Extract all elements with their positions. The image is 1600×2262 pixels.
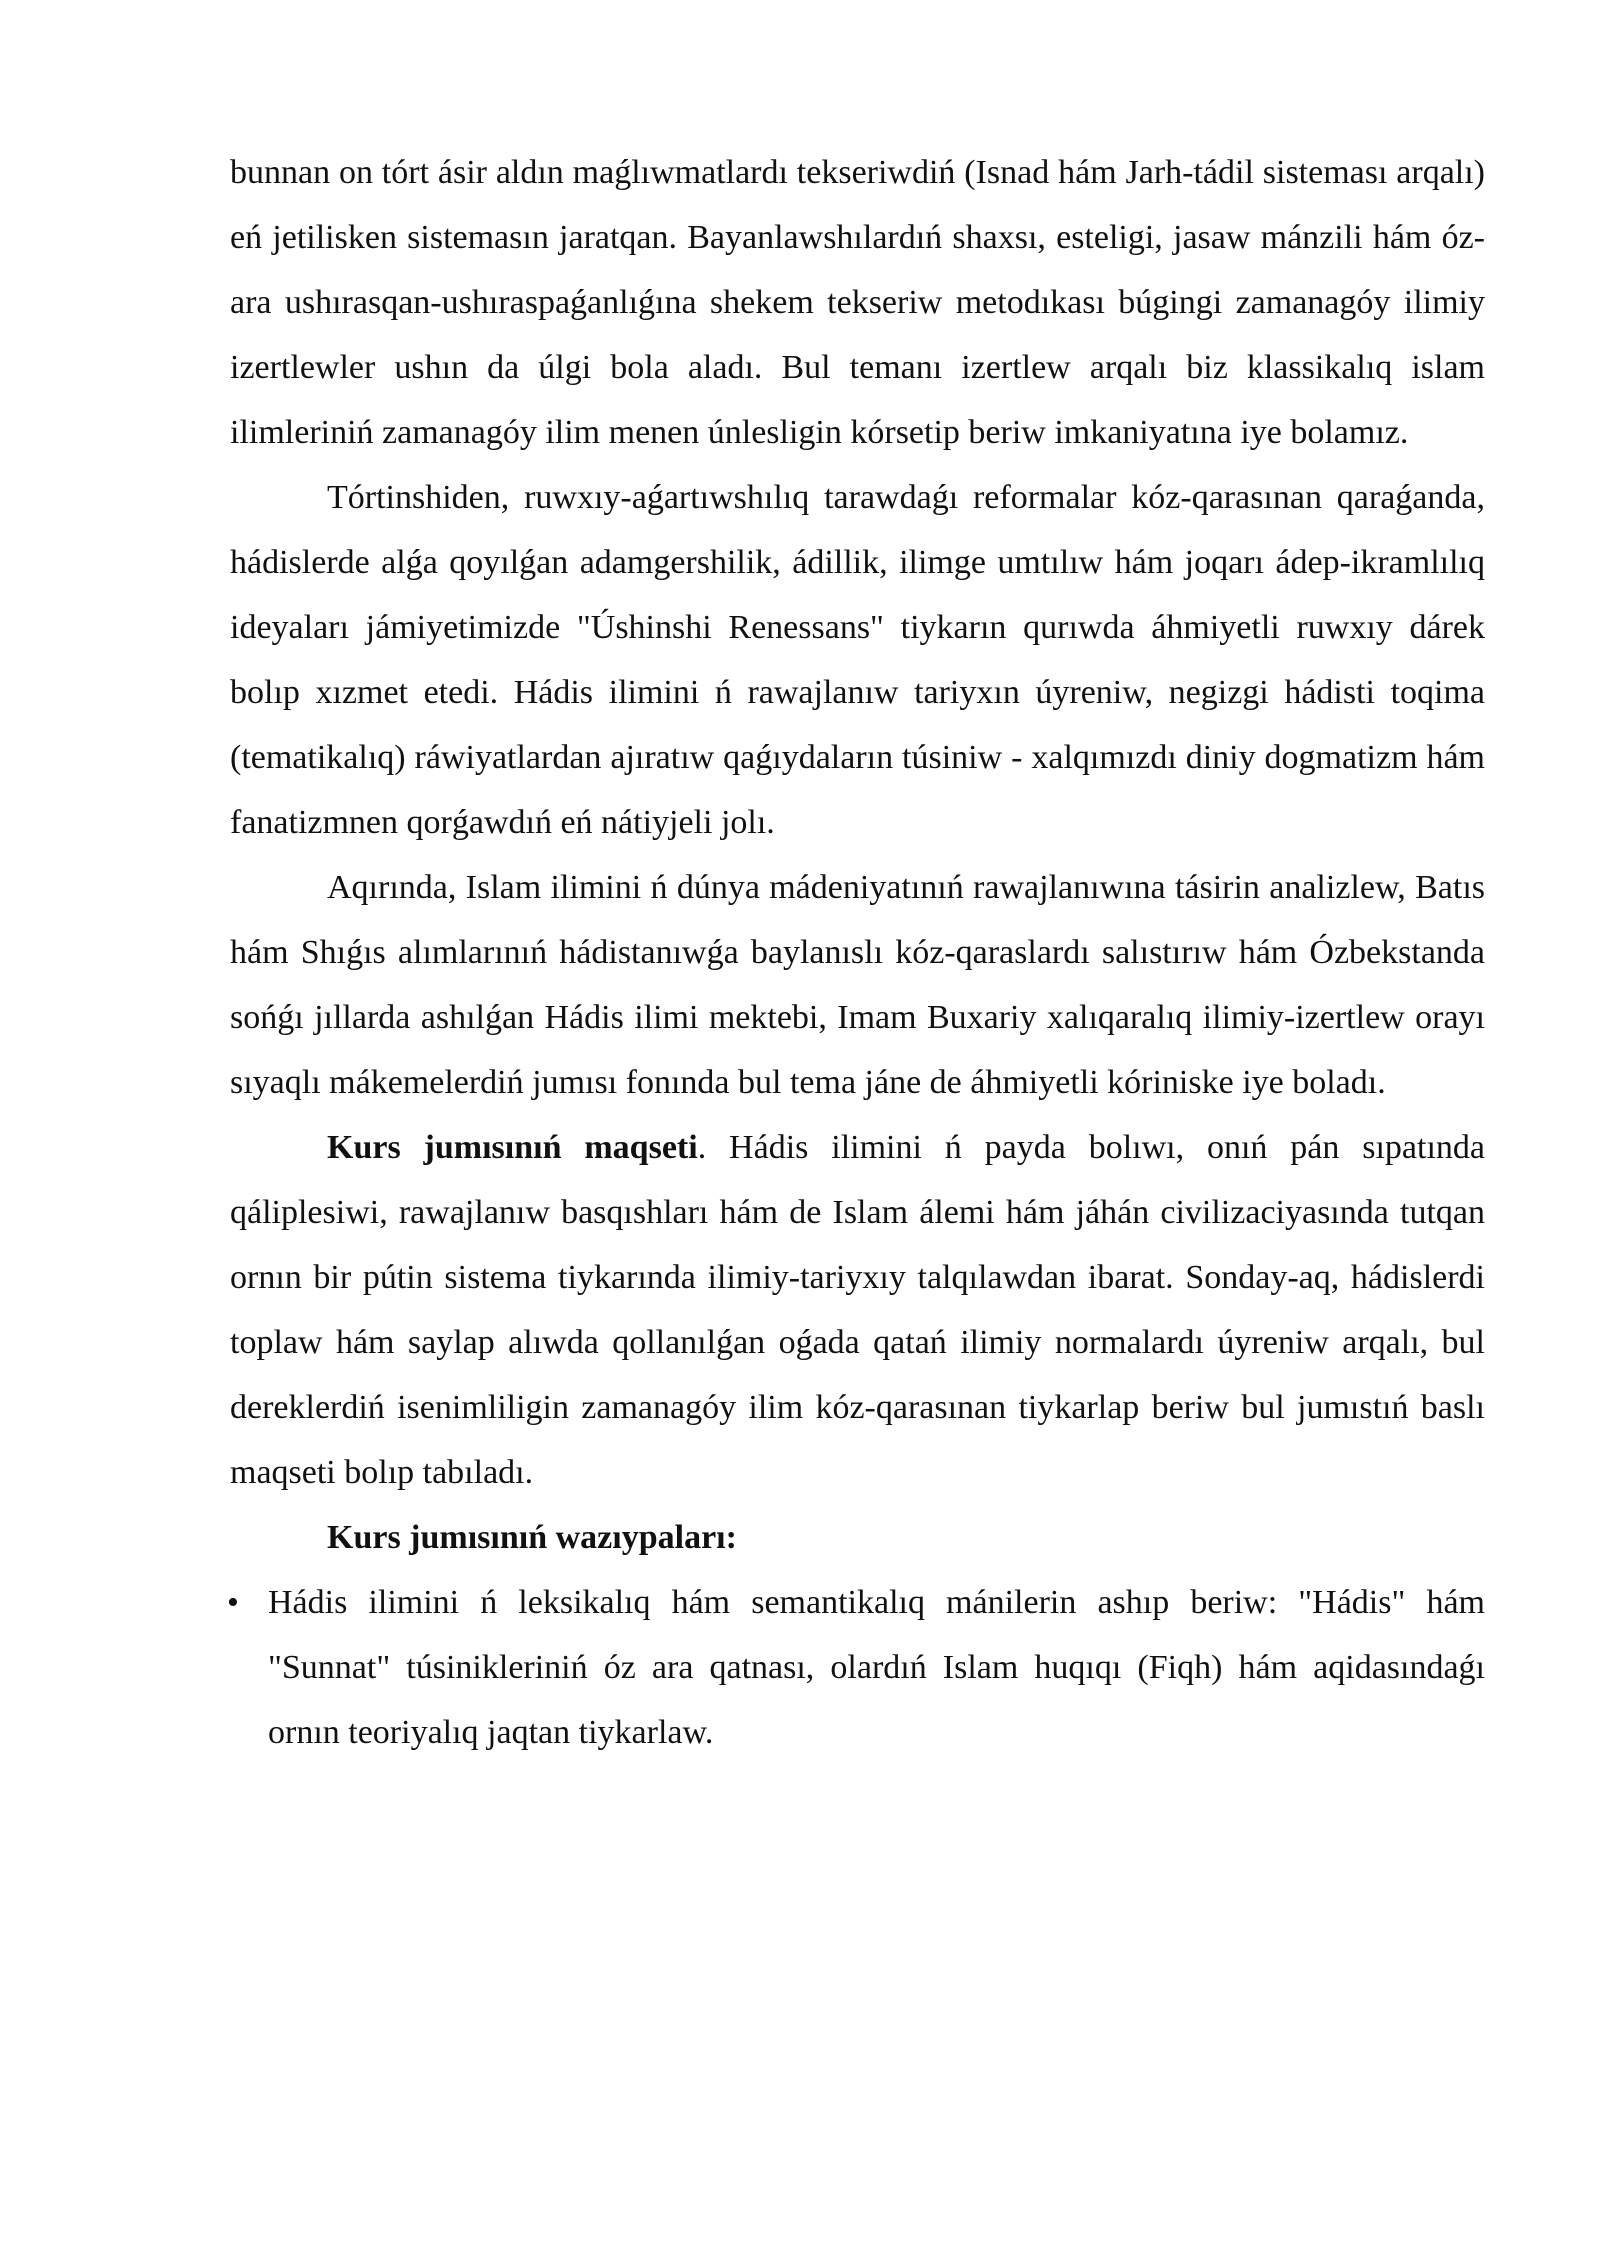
paragraph-4-text: . Hádis ilimini ń payda bolıwı, onıń pán sıpatında qáliplesiwi, rawajlanıw basqıshları hám de Islam álemi hám jáhán civilizaciyasında tutqan ornın bir pútin sistema tiykarında ilimiy-tariyxıy talqılawdan ibarat. Sonday-aq, hádislerdi toplaw hám saylap alıwda qollanılǵan oǵada qatań ilimiy normalardı úyreniw arqalı, bul dereklerdiń isenimliligin zamanagóy ilim kóz-qarasınan tiykarlap beriw bul jumıstıń baslı maqseti bolıp tabıladı. [230,1129,1485,1491]
paragraph-2: Tórtinshiden, ruwxıy-aǵartıwshılıq tarawdaǵı reformalar kóz-qarasınan qaraǵanda, hádislerde alǵa qoyılǵan adamgershilik, ádillik, ilimge umtılıw hám joqarı ádep-ikramlılıq ideyaları jámiyetimizde "Úshinshi Renessans" tiykarın qurıwda áhmiyetli ruwxıy dárek bolıp xızmet etedi. Hádis ilimini ń rawajlanıw tariyxın úyreniw, negizgi hádisti toqima (tematikalıq) ráwiyatlardan ajıratıw qaǵıydaların túsiniw - xalqımızdı diniy dogmatizm hám fanatizmnen qorǵawdıń eń nátiyjeli jolı. [230,479,1485,841]
paragraph-4-bold-lead: Kurs jumısınıń maqseti [327,1129,698,1166]
paragraph-3: Aqırında, Islam ilimini ń dúnya mádeniyatınıń rawajlanıwına tásirin analizlew, Batıs hám Shıǵıs alımlarınıń hádistanıwǵa baylanıslı kóz-qaraslardı salıstırıw hám Ózbekstanda sońǵı jıllarda ashılǵan Hádis ilimi mektebi, Imam Buxariy xalıqaralıq ilimiy-izertlew orayı sıyaqlı mákemelerdiń jumısı fonında bul tema jáne de áhmiyetli kóriniske iye boladı. [230,869,1485,1101]
bullet-icon: • [227,1584,239,1621]
document-page [227,140,1485,1765]
list-item-text: Hádis ilimini ń leksikalıq hám semantikalıq mánilerin ashıp beriw: "Hádis" hám "Sunnat" túsinikleriniń óz ara qatnası, olardıń Islam huqıqı (Fiqh) hám aqidasındaǵı ornın teoriyalıq jaqtan tiykarlaw. [268,1584,1485,1751]
list-item [227,1570,1485,1765]
paragraph-1: bunnan on tórt ásir aldın maǵlıwmatlardı tekseriwdiń (Isnad hám Jarh-tádil sisteması arqalı) eń jetilisken sistemasın jaratqan. Bayanlawshılardıń shaxsı, esteligi, jasaw mánzili hám óz-ara ushırasqan-ushıraspaǵanlıǵına shekem tekseriw metodıkası búgingi zamanagóy ilimiy izertlewler ushın da úlgi bola aladı. Bul temanı izertlew arqalı biz klassikalıq islam ilimleriniń zamanagóy ilim menen únlesligin kórsetip beriw imkaniyatına iye bolamız. [230,154,1485,451]
bullet-list [227,1570,1485,1765]
paragraph-4 [230,1115,1485,1505]
section-heading: Kurs jumısınıń wazıypaları: [327,1519,737,1556]
